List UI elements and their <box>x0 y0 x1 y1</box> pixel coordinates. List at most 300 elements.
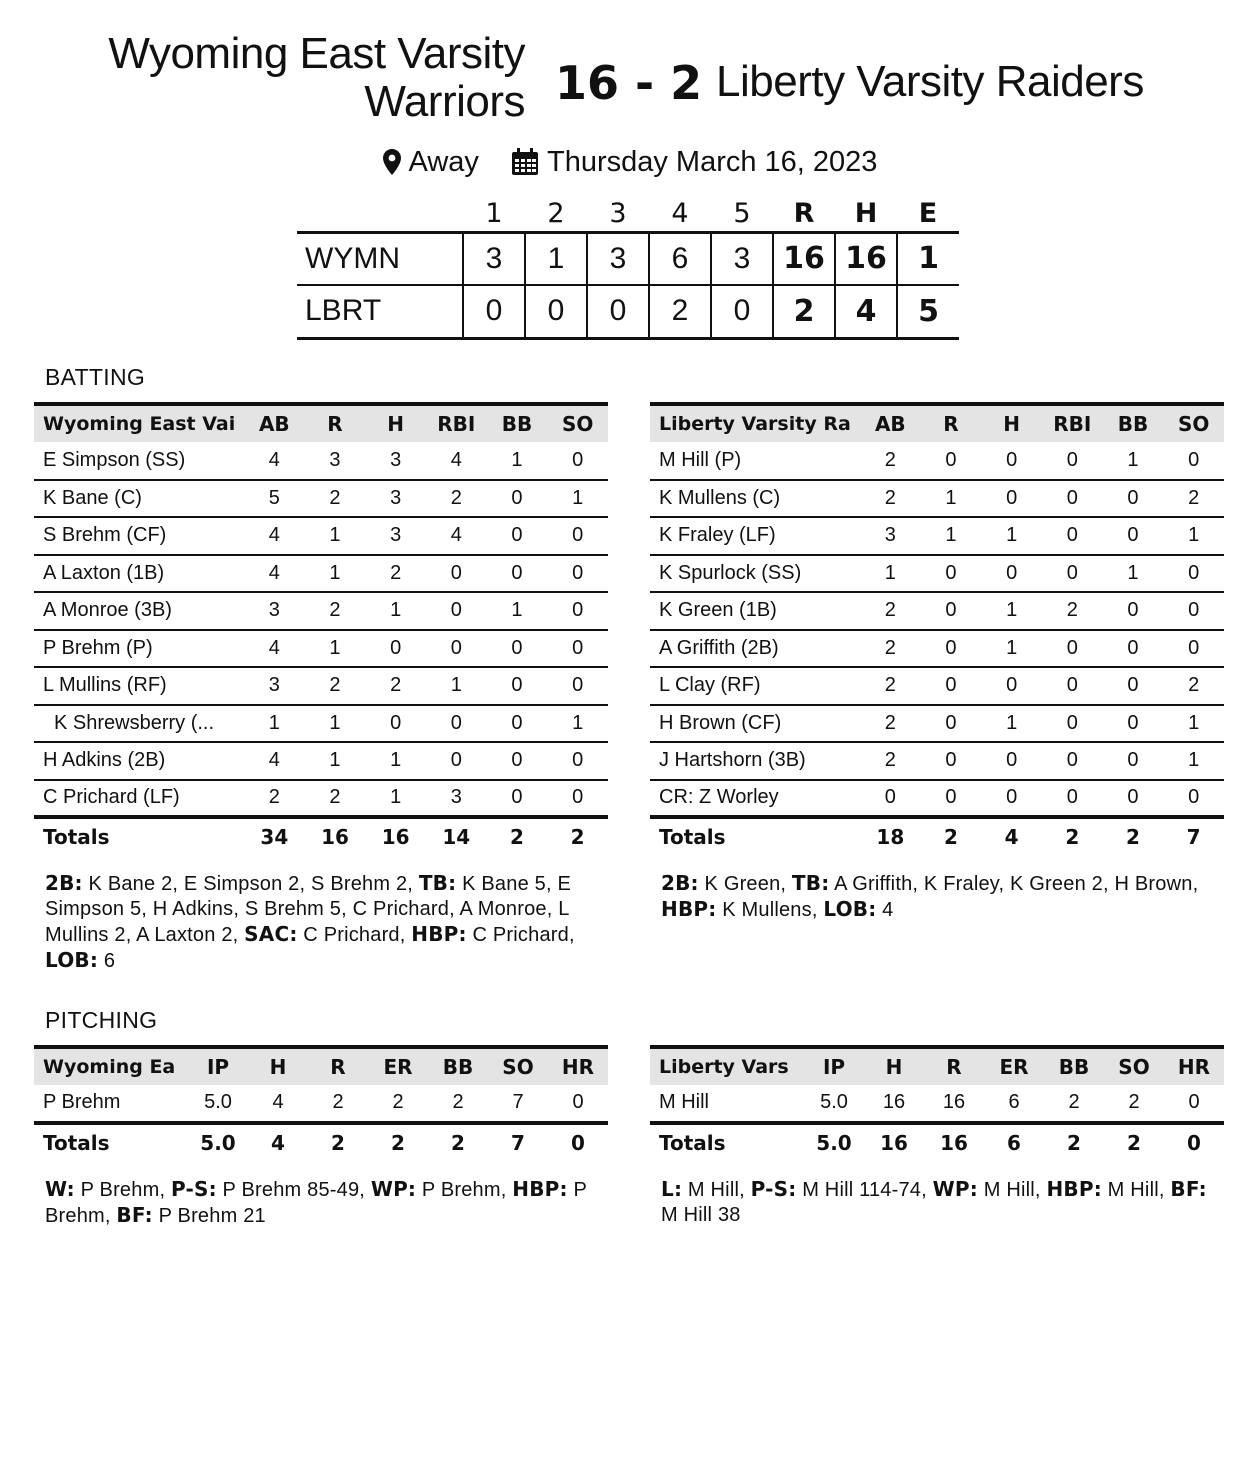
stat-cell: 1 <box>305 630 366 668</box>
table-row <box>650 517 1224 555</box>
stat-cell: 1 <box>1127 448 1139 471</box>
totals-label: Totals <box>34 1123 188 1161</box>
stat-cell: 0 <box>487 705 548 743</box>
linescore-errors: 1 <box>897 232 959 285</box>
player-name: H Brown (CF) <box>650 705 860 743</box>
stat-cell: 2 <box>392 1091 404 1114</box>
note-label: SAC: <box>244 922 298 946</box>
stat-cell: 3 <box>329 448 341 471</box>
table-row <box>650 592 1224 630</box>
note-text: K Bane 5, E Simpson 5, H Adkins, S Brehm 5, C Prichard, A Monroe, L Mullins 2, A Laxton 2, <box>45 873 572 946</box>
stat-cell: 2 <box>1128 1091 1140 1114</box>
stat-cell: 0 <box>1103 480 1164 518</box>
stat-cell: 2 <box>332 1091 344 1114</box>
totals-cell: 2 <box>1044 1123 1104 1161</box>
totals-cell: 16 <box>864 1123 924 1161</box>
stat-column-header: R <box>308 1047 368 1085</box>
stat-cell: 0 <box>1042 480 1103 518</box>
player-name: M Hill (P) <box>659 448 742 471</box>
stat-cell: 0 <box>981 742 1042 780</box>
stat-column-header: HR <box>1164 1047 1224 1085</box>
stat-column-header: SO <box>547 404 608 442</box>
table-row <box>34 442 608 480</box>
stat-column-header: H <box>981 404 1042 442</box>
stat-cell: 0 <box>426 705 487 743</box>
stat-cell: 2 <box>1068 1091 1080 1114</box>
date-label: Thursday March 16, 2023 <box>546 145 878 178</box>
stat-cell: 4 <box>244 517 305 555</box>
stat-cell: 4 <box>244 742 305 780</box>
stat-cell: 0 <box>487 555 548 593</box>
stat-column-header: IP <box>804 1047 864 1085</box>
stat-cell: 0 <box>860 780 921 818</box>
note-text: M Hill, <box>682 1179 751 1201</box>
location-label: Away <box>408 145 479 178</box>
note-label: HBP: <box>661 897 717 921</box>
linescore-inning-cell: 2 <box>649 285 711 338</box>
totals-cell: 7 <box>488 1123 548 1161</box>
stat-cell: 0 <box>921 705 982 743</box>
note-label: HBP: <box>1046 1177 1102 1201</box>
player-name: K Shrewsberry (... <box>34 705 244 743</box>
stat-cell: 0 <box>365 630 426 668</box>
note-label: WP: <box>370 1177 417 1201</box>
totals-cell: 2 <box>1042 817 1103 855</box>
stat-cell: 0 <box>487 480 548 518</box>
totals-cell: 2 <box>428 1123 488 1161</box>
linescore-header-inning: 1 <box>485 197 503 229</box>
note-label: HBP: <box>411 922 467 946</box>
stat-column-header: BB <box>428 1047 488 1085</box>
player-name: A Monroe (3B) <box>34 592 244 630</box>
stat-column-header: R <box>921 404 982 442</box>
stat-cell: 1 <box>1163 742 1224 780</box>
player-name: K Fraley (LF) <box>650 517 860 555</box>
stat-cell: 0 <box>547 742 608 780</box>
note-label: BF: <box>116 1203 153 1227</box>
stat-cell: 0 <box>1163 630 1224 668</box>
stat-cell: 3 <box>390 448 402 471</box>
note-text: 6 <box>98 950 116 972</box>
stat-column-header: H <box>864 1047 924 1085</box>
totals-row <box>34 817 608 855</box>
stat-cell: 4 <box>426 517 487 555</box>
table-row <box>650 667 1224 705</box>
location <box>383 146 479 179</box>
stat-cell: 0 <box>1103 742 1164 780</box>
linescore-header-hits: H <box>854 197 878 229</box>
stat-column-header: SO <box>488 1047 548 1085</box>
stat-cell: 2 <box>305 592 366 630</box>
stat-cell: 0 <box>1103 517 1164 555</box>
stat-cell: 0 <box>365 705 426 743</box>
stat-column-header: SO <box>1104 1047 1164 1085</box>
totals-cell: 16 <box>305 817 366 855</box>
stat-cell: 0 <box>1042 667 1103 705</box>
stat-cell: 0 <box>921 667 982 705</box>
note-text: K Green, <box>698 873 792 895</box>
stat-cell: 0 <box>547 667 608 705</box>
stat-cell: 1 <box>365 592 426 630</box>
table-row <box>34 630 608 668</box>
stat-cell: 4 <box>272 1091 284 1114</box>
stat-cell: 4 <box>244 555 305 593</box>
home-team-name: Wyoming East Varsity Warriors <box>108 29 525 126</box>
stat-cell: 3 <box>860 517 921 555</box>
table-row <box>34 780 608 818</box>
stat-cell: 2 <box>860 667 921 705</box>
note-text: P Brehm, <box>416 1179 513 1201</box>
totals-cell: 2 <box>487 817 548 855</box>
stat-cell: 1 <box>1163 705 1224 743</box>
stat-cell: 0 <box>1103 705 1164 743</box>
linescore-hits: 16 <box>835 232 897 285</box>
totals-cell: 2 <box>308 1123 368 1161</box>
stat-cell: 3 <box>244 592 305 630</box>
totals-cell: 2 <box>368 1123 428 1161</box>
stat-cell: 1 <box>244 705 305 743</box>
player-name: J Hartshorn (3B) <box>650 742 860 780</box>
linescore-inning-cell: 3 <box>587 232 649 285</box>
note-label: LOB: <box>45 948 99 972</box>
note-label: 2B: <box>661 871 699 895</box>
linescore-inning-cell: 0 <box>525 285 587 338</box>
linescore-team: WYMN <box>297 232 463 285</box>
player-name: M Hill <box>659 1091 709 1114</box>
linescore-header-row <box>297 196 959 232</box>
stat-cell: 0 <box>547 780 608 818</box>
totals-row <box>650 817 1224 855</box>
table-row <box>34 480 608 518</box>
stat-cell: 2 <box>884 448 896 471</box>
stat-cell: 0 <box>1042 517 1103 555</box>
stat-cell: 4 <box>268 448 280 471</box>
table-row <box>650 630 1224 668</box>
pitching-notes-home <box>45 1177 605 1229</box>
stat-cell: 1 <box>305 742 366 780</box>
stat-cell: 4 <box>244 630 305 668</box>
stat-cell: 0 <box>1042 742 1103 780</box>
note-text: 4 <box>876 899 894 921</box>
stat-cell: 1 <box>426 667 487 705</box>
player-name: E Simpson (SS) <box>43 448 186 471</box>
stat-column-header: RBI <box>426 404 487 442</box>
player-name: P Brehm (P) <box>34 630 244 668</box>
team-column-header: Wyoming East Vai <box>34 404 244 442</box>
totals-cell: 0 <box>1164 1123 1224 1161</box>
stat-cell: 1 <box>365 780 426 818</box>
stat-cell: 4 <box>450 448 462 471</box>
table-row <box>650 480 1224 518</box>
player-name: K Green (1B) <box>650 592 860 630</box>
stat-cell: 0 <box>1188 1091 1200 1114</box>
note-label: P-S: <box>750 1177 797 1201</box>
game-header <box>0 30 1260 140</box>
map-pin-icon <box>383 149 401 175</box>
totals-cell: 2 <box>547 817 608 855</box>
team-column-header: Liberty Vars <box>650 1047 804 1085</box>
totals-cell: 4 <box>248 1123 308 1161</box>
player-name: K Mullens (C) <box>650 480 860 518</box>
away-team-name: Liberty Varsity Raiders <box>716 57 1144 106</box>
stat-cell: 0 <box>1103 630 1164 668</box>
linescore-table <box>297 196 959 340</box>
note-text: M Hill, <box>1101 1179 1171 1201</box>
player-name: L Mullins (RF) <box>34 667 244 705</box>
stat-cell: 0 <box>921 742 982 780</box>
stat-cell: 0 <box>1188 448 1200 471</box>
date <box>511 146 877 179</box>
stat-cell: 1 <box>547 705 608 743</box>
note-text: K Bane 2, E Simpson 2, S Brehm 2, <box>82 873 419 895</box>
stat-cell: 0 <box>547 592 608 630</box>
note-label: LOB: <box>823 897 877 921</box>
totals-cell: 2 <box>1103 817 1164 855</box>
stat-cell: 0 <box>1042 630 1103 668</box>
stat-cell: 0 <box>547 630 608 668</box>
stat-cell: 0 <box>487 780 548 818</box>
stat-cell: 2 <box>860 630 921 668</box>
stat-cell: 0 <box>426 630 487 668</box>
stat-cell: 1 <box>981 517 1042 555</box>
note-text: P Brehm 85-49, <box>216 1179 371 1201</box>
stat-cell: 1 <box>921 480 982 518</box>
stat-column-header: H <box>248 1047 308 1085</box>
table-row <box>650 555 1224 593</box>
stat-cell: 1 <box>921 517 982 555</box>
note-text: C Prichard, <box>297 924 412 946</box>
linescore-runs: 16 <box>773 232 835 285</box>
stat-cell: 2 <box>365 555 426 593</box>
stat-cell: 0 <box>487 517 548 555</box>
player-name: S Brehm (CF) <box>34 517 244 555</box>
batting-notes-home <box>45 871 605 974</box>
stat-cell: 0 <box>572 1091 584 1114</box>
stat-cell: 0 <box>921 555 982 593</box>
note-label: W: <box>45 1177 75 1201</box>
stat-column-header: ER <box>984 1047 1044 1085</box>
stat-cell: 0 <box>1163 592 1224 630</box>
stat-cell: 1 <box>981 705 1042 743</box>
player-name: A Laxton (1B) <box>34 555 244 593</box>
stat-cell: 0 <box>1042 555 1103 593</box>
player-name: K Spurlock (SS) <box>650 555 860 593</box>
note-label: L: <box>661 1177 683 1201</box>
stat-cell: 0 <box>1103 780 1164 818</box>
stat-cell: 2 <box>365 667 426 705</box>
player-name: P Brehm <box>43 1091 121 1114</box>
pitching-table-home <box>34 1045 608 1161</box>
stat-cell: 2 <box>860 480 921 518</box>
stat-cell: 0 <box>1103 592 1164 630</box>
stat-column-header: R <box>305 404 366 442</box>
stat-cell: 3 <box>365 517 426 555</box>
linescore-errors: 5 <box>897 285 959 338</box>
stat-cell: 0 <box>1163 555 1224 593</box>
totals-cell: 2 <box>921 817 982 855</box>
team-column-header: Liberty Varsity Ra <box>650 404 860 442</box>
stat-cell: 0 <box>1042 705 1103 743</box>
stat-cell: 1 <box>305 555 366 593</box>
stat-cell: 16 <box>942 1091 966 1114</box>
stat-column-header: AB <box>244 404 305 442</box>
stat-cell: 2 <box>305 667 366 705</box>
table-row <box>34 592 608 630</box>
table-row <box>650 705 1224 743</box>
game-meta <box>0 145 1260 179</box>
team-column-header: Wyoming Ea <box>34 1047 188 1085</box>
note-text: C Prichard, <box>466 924 575 946</box>
stat-cell: 5.0 <box>820 1091 848 1114</box>
stat-column-header: RBI <box>1042 404 1103 442</box>
player-name: A Griffith (2B) <box>650 630 860 668</box>
note-text: M Hill, <box>977 1179 1047 1201</box>
stat-cell: 1 <box>487 592 548 630</box>
stat-cell: 2 <box>305 480 366 518</box>
stat-column-header: BB <box>1103 404 1164 442</box>
linescore-header-inning: 4 <box>671 197 689 229</box>
stat-cell: 0 <box>945 448 957 471</box>
totals-cell: 4 <box>981 817 1042 855</box>
stat-cell: 0 <box>981 480 1042 518</box>
linescore-team: LBRT <box>297 285 463 338</box>
stat-cell: 5 <box>244 480 305 518</box>
stat-cell: 0 <box>1163 780 1224 818</box>
note-text: P Brehm 21 <box>152 1205 266 1227</box>
totals-label: Totals <box>34 817 244 855</box>
note-text: A Griffith, K Fraley, K Green 2, H Brown, <box>829 873 1199 895</box>
linescore-header-runs: R <box>793 197 815 229</box>
note-text: M Hill 114-74, <box>796 1179 933 1201</box>
linescore-hits: 4 <box>835 285 897 338</box>
note-text: P Brehm, <box>74 1179 171 1201</box>
linescore-inning-cell: 3 <box>711 232 773 285</box>
table-row <box>650 780 1224 818</box>
stat-cell: 3 <box>244 667 305 705</box>
stat-cell: 2 <box>1163 667 1224 705</box>
stat-cell: 1 <box>1103 555 1164 593</box>
table-row <box>34 555 608 593</box>
stat-column-header: AB <box>860 404 921 442</box>
stat-column-header: IP <box>188 1047 248 1085</box>
linescore-header-errors: E <box>918 197 938 229</box>
totals-cell: 6 <box>984 1123 1044 1161</box>
linescore-header-inning: 2 <box>547 197 565 229</box>
batting-notes-away <box>661 871 1221 923</box>
stat-cell: 16 <box>882 1091 906 1114</box>
stat-cell: 0 <box>981 555 1042 593</box>
stat-cell: 2 <box>860 742 921 780</box>
stat-cell: 0 <box>1042 780 1103 818</box>
player-name: K Bane (C) <box>34 480 244 518</box>
stat-cell: 0 <box>921 630 982 668</box>
pitching-section-title: PITCHING <box>45 1007 158 1033</box>
totals-cell: 16 <box>924 1123 984 1161</box>
totals-label: Totals <box>650 817 860 855</box>
totals-cell: 0 <box>548 1123 608 1161</box>
batting-header-row <box>34 404 608 442</box>
stat-cell: 1 <box>511 448 523 471</box>
note-text: M Hill 38 <box>661 1204 741 1226</box>
stat-cell: 0 <box>1066 448 1078 471</box>
totals-label: Totals <box>650 1123 804 1161</box>
table-row <box>34 1085 608 1123</box>
linescore-header-inning: 3 <box>609 197 627 229</box>
stat-cell: 0 <box>572 448 584 471</box>
totals-cell: 18 <box>860 817 921 855</box>
linescore-header-blank <box>297 196 463 232</box>
stat-cell: 1 <box>981 592 1042 630</box>
note-label: TB: <box>418 871 457 895</box>
linescore-runs: 2 <box>773 285 835 338</box>
batting-table-home <box>34 402 608 855</box>
stat-cell: 0 <box>921 780 982 818</box>
pitching-header-row <box>34 1047 608 1085</box>
pitching-header-row <box>650 1047 1224 1085</box>
linescore-inning-cell: 6 <box>649 232 711 285</box>
stat-cell: 2 <box>1163 480 1224 518</box>
note-label: WP: <box>932 1177 978 1201</box>
batting-table-away <box>650 402 1224 855</box>
stat-cell: 2 <box>452 1091 464 1114</box>
linescore-row-away <box>297 285 959 338</box>
note-text: K Mullens, <box>716 899 824 921</box>
totals-cell: 2 <box>1104 1123 1164 1161</box>
calendar-icon <box>511 148 539 176</box>
pitching-table-away <box>650 1045 1224 1161</box>
stat-cell: 1 <box>547 480 608 518</box>
note-label: BF: <box>1170 1177 1207 1201</box>
linescore-header-inning: 5 <box>733 197 751 229</box>
totals-cell: 7 <box>1163 817 1224 855</box>
stat-cell: 0 <box>1103 667 1164 705</box>
linescore-inning-cell: 1 <box>525 232 587 285</box>
stat-cell: 2 <box>244 780 305 818</box>
note-label: 2B: <box>45 871 83 895</box>
stat-cell: 0 <box>487 630 548 668</box>
note-text: P Brehm, <box>45 1179 587 1227</box>
note-label: HBP: <box>512 1177 568 1201</box>
stat-cell: 0 <box>426 592 487 630</box>
stat-cell: 2 <box>860 592 921 630</box>
stat-cell: 0 <box>547 555 608 593</box>
table-row <box>34 705 608 743</box>
player-name: CR: Z Worley <box>650 780 860 818</box>
stat-cell: 7 <box>512 1091 524 1114</box>
stat-column-header: H <box>365 404 426 442</box>
stat-cell: 1 <box>305 705 366 743</box>
stat-cell: 1 <box>981 630 1042 668</box>
stat-cell: 0 <box>921 592 982 630</box>
stat-cell: 3 <box>426 780 487 818</box>
table-row <box>34 742 608 780</box>
totals-row <box>650 1123 1224 1161</box>
stat-cell: 0 <box>426 742 487 780</box>
stat-cell: 0 <box>487 667 548 705</box>
stat-cell: 5.0 <box>204 1091 232 1114</box>
stat-column-header: HR <box>548 1047 608 1085</box>
stat-cell: 6 <box>1008 1091 1020 1114</box>
stat-cell: 0 <box>487 742 548 780</box>
totals-cell: 5.0 <box>804 1123 864 1161</box>
stat-column-header: BB <box>1044 1047 1104 1085</box>
stat-cell: 2 <box>860 705 921 743</box>
stat-cell: 0 <box>426 555 487 593</box>
stat-cell: 1 <box>860 555 921 593</box>
linescore-inning-cell: 0 <box>711 285 773 338</box>
table-row <box>650 1085 1224 1123</box>
player-name: H Adkins (2B) <box>34 742 244 780</box>
